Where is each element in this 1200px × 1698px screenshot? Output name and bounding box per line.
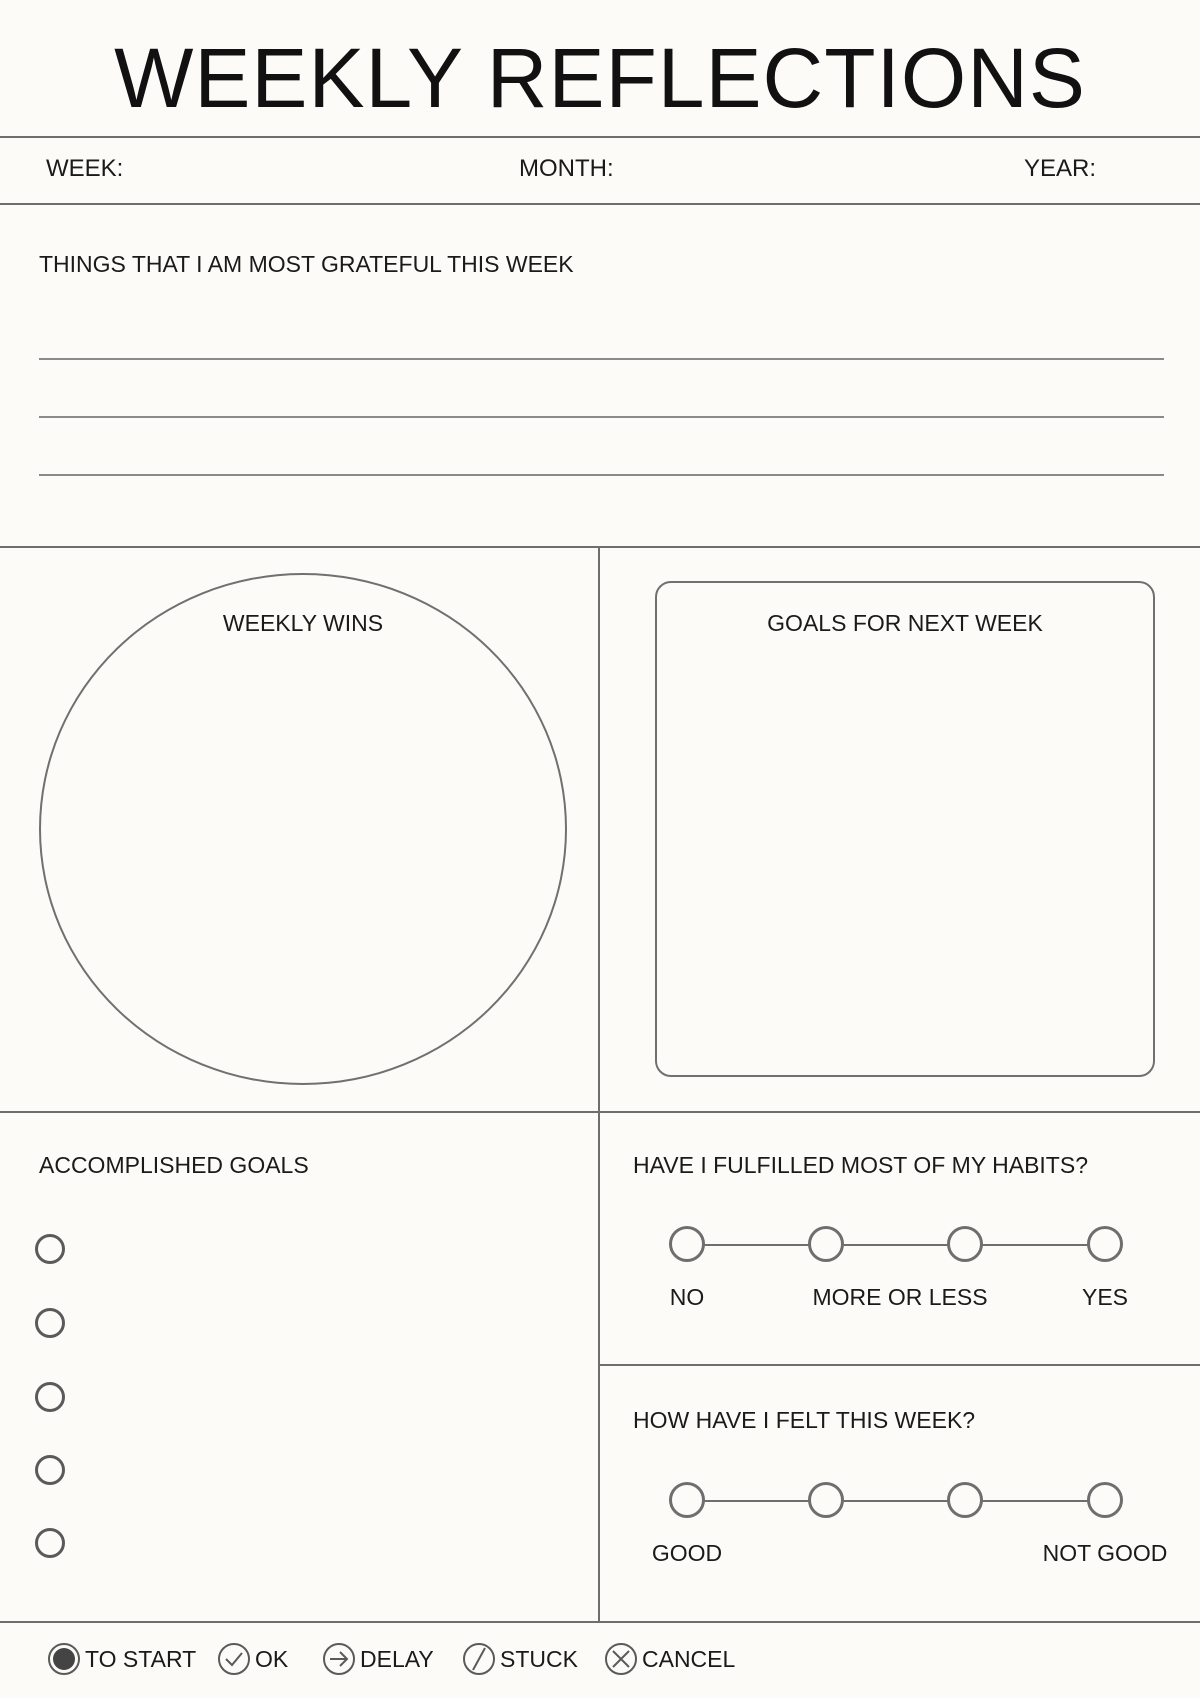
habits-scale-option[interactable] [669,1226,705,1262]
weekly-wins-circle[interactable] [39,573,567,1085]
goal-checkbox[interactable] [35,1528,65,1558]
year-label: YEAR: [1024,155,1097,182]
column-divider [598,546,600,1622]
year-field[interactable] [1098,146,1194,190]
goal-checkbox[interactable] [35,1382,65,1412]
habits-option-label: NO [669,1284,705,1310]
legend-label: OK [255,1646,289,1672]
legend-label: TO START [85,1646,197,1672]
habits-scale-track [687,1244,1105,1246]
x-circle-icon [604,1642,638,1676]
check-circle-icon [217,1642,251,1676]
habits-scale-option[interactable] [947,1226,983,1262]
goals-next-week-label: GOALS FOR NEXT WEEK [767,610,1043,636]
goal-checkbox[interactable] [35,1234,65,1264]
goal-checkbox[interactable] [35,1308,65,1338]
feeling-scale-option[interactable] [1087,1482,1123,1518]
habits-scale-option[interactable] [1087,1226,1123,1262]
habits-scale-option[interactable] [808,1226,844,1262]
writing-line[interactable] [39,358,1164,360]
divider [0,203,1200,205]
goal-checkbox[interactable] [35,1455,65,1485]
month-label: MONTH: [519,155,614,182]
filled-circle-icon [47,1642,81,1676]
week-label: WEEK: [46,155,124,182]
writing-line[interactable] [39,416,1164,418]
divider [0,546,1200,548]
legend-label: CANCEL [642,1646,736,1672]
accomplished-goals-label: ACCOMPLISHED GOALS [39,1152,309,1178]
feeling-question: HOW HAVE I FELT THIS WEEK? [633,1407,976,1433]
page-title: WEEKLY REFLECTIONS [114,31,1086,125]
legend-label: DELAY [360,1646,434,1672]
habits-option-label: MORE OR LESS [812,1284,988,1310]
grateful-label: THINGS THAT I AM MOST GRATEFUL THIS WEEK [39,251,574,277]
month-field[interactable] [620,146,1000,190]
feeling-option-label: NOT GOOD [1042,1540,1168,1566]
divider [0,1621,1200,1623]
slash-circle-icon [462,1642,496,1676]
week-field[interactable] [126,146,506,190]
arrow-circle-icon [322,1642,356,1676]
legend-label: STUCK [500,1646,578,1672]
feeling-scale-option[interactable] [808,1482,844,1518]
weekly-wins-label: WEEKLY WINS [222,610,384,636]
goals-next-week-box[interactable] [655,581,1155,1077]
writing-line[interactable] [39,474,1164,476]
feeling-scale-option[interactable] [947,1482,983,1518]
feeling-option-label: GOOD [651,1540,723,1566]
divider [0,1111,1200,1113]
divider [0,136,1200,138]
divider [599,1364,1200,1366]
habits-option-label: YES [1081,1284,1129,1310]
feeling-scale-option[interactable] [669,1482,705,1518]
feeling-scale-track [687,1500,1105,1502]
habits-question: HAVE I FULFILLED MOST OF MY HABITS? [633,1152,1088,1178]
